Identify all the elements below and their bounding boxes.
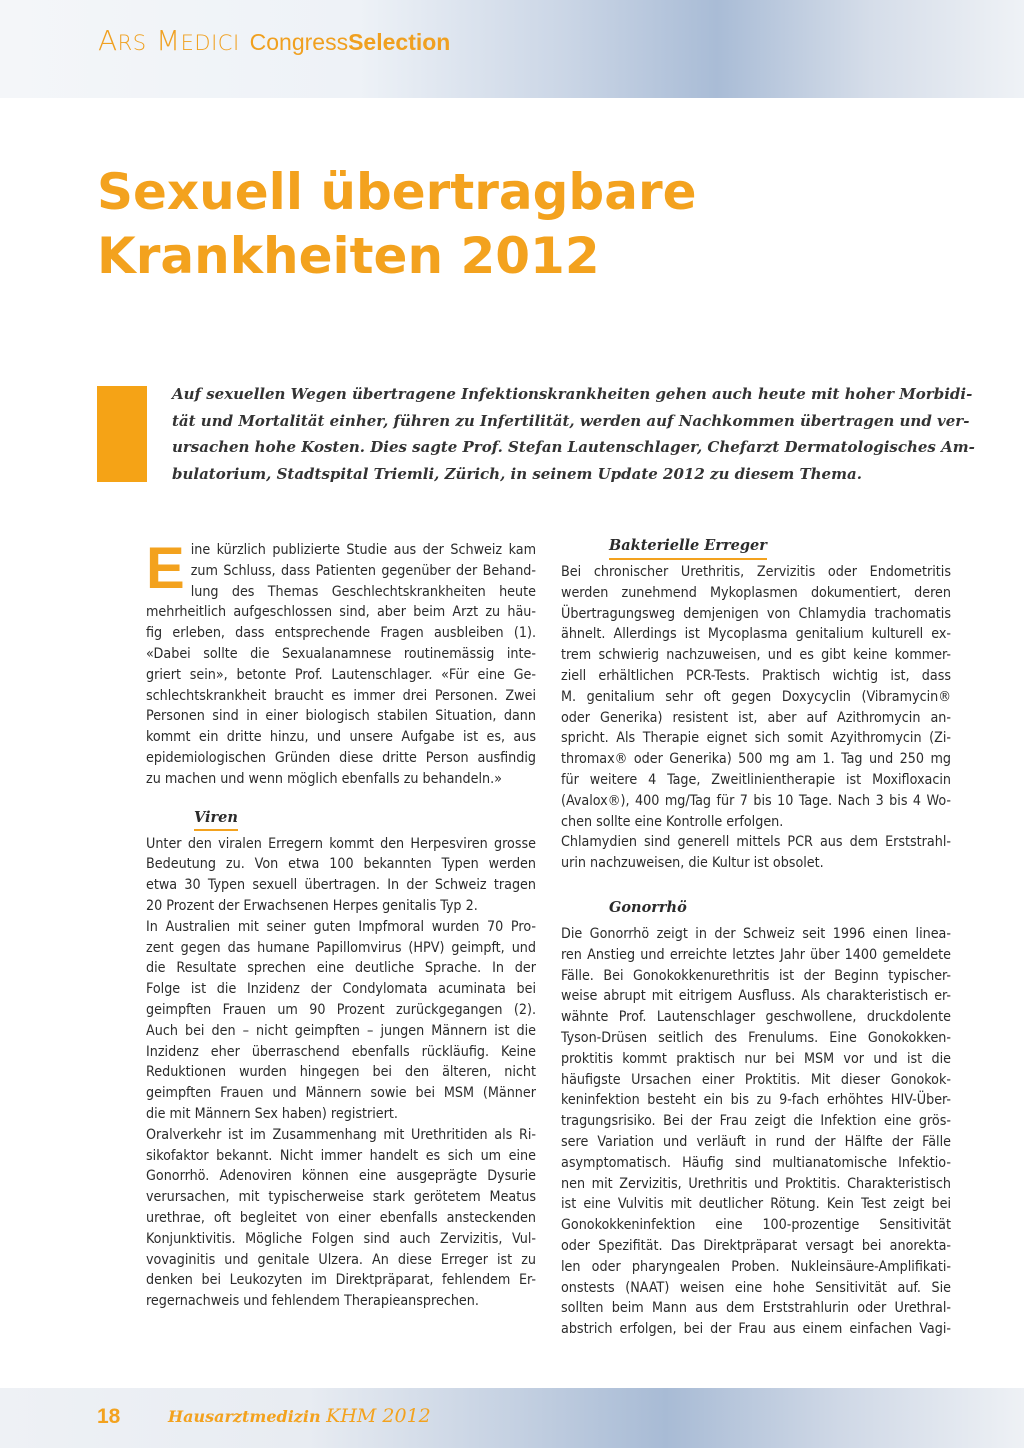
text-line: epidemiologischen Gründen diese dritte Person ausfindig	[146, 749, 536, 766]
text-line: Reduktionen wurden hingegen bei den älteren, nicht	[146, 1064, 536, 1081]
text-line: ist eine Vulvitis mit deutlicher Rötung. Kein Test zeigt bei	[561, 1196, 951, 1213]
journal-name	[168, 1405, 431, 1427]
intro-paragraph	[146, 536, 536, 790]
lead-accent-bar	[97, 386, 147, 482]
lead-paragraph	[172, 381, 975, 487]
text-line: Gonorrhö. Adenoviren können eine ausgeprägte Dysurie	[146, 1168, 536, 1185]
lead-line: tät und Mortalität einher, führen zu Infertilität, werden auf Nachkommen übertragen und ver-	[172, 411, 970, 430]
brand-letters-edici: EDICI	[180, 31, 240, 55]
text-line: In Australien mit seiner guten Impfmoral wurden 70 Pro-	[146, 918, 536, 935]
text-line: geimpften Frauen und Männern sowie bei MSM (Männer	[146, 1085, 536, 1102]
text-line: regernachweis und fehlendem Therapieansprechen.	[146, 1293, 479, 1310]
text-line: thromax® oder Generika) 500 mg am 1. Tag und 250 mg	[561, 751, 951, 768]
text-line: Fälle. Bei Gonokokkenurethritis ist der Beginn typischer-	[561, 967, 951, 984]
subheading-viren-wrap	[146, 808, 536, 830]
text-line: oder Spezifität. Das Direktpräparat versagt bei anorekta-	[561, 1237, 951, 1254]
text-line: verursachen, mit typischerweise stark gerötetem Meatus	[146, 1189, 536, 1206]
text-line: Inzidenz eher überraschend ebenfalls rückläufig. Keine	[146, 1043, 536, 1060]
subheading-viren: Viren	[194, 808, 238, 832]
text-line: fig erleben, dass entsprechende Fragen ausbleiben (1).	[146, 625, 536, 642]
viren-paragraph-2	[146, 917, 536, 1125]
brand-ars-medici	[98, 24, 240, 57]
text-line: geimpften Frauen um 90 Prozent zurückgegangen (2).	[146, 1001, 536, 1018]
text-line: urethrae, oft begleitet von einer ebenfalls ansteckenden	[146, 1209, 536, 1226]
bakterielle-paragraph-1	[561, 562, 951, 832]
text-line: urin nachzuweisen, die Kultur ist obsolet.	[561, 855, 824, 872]
text-line: die mit Männern Sex haben) registriert.	[146, 1105, 398, 1122]
left-column	[146, 536, 536, 1312]
title-line: Sexuell übertragbare	[97, 163, 697, 221]
text-line: Personen sind in einer biologisch stabilen Situation, dann	[146, 708, 536, 725]
text-line: ine kürzlich publizierte Studie aus der Schweiz kam	[190, 542, 536, 558]
text-line: wähnte Prof. Lautenschlager geschwollene, druckdolente	[561, 1009, 951, 1026]
text-line: sollten beim Mann aus dem Erststrahlurin oder Urethral-	[561, 1300, 951, 1317]
viren-paragraph-1	[146, 834, 536, 917]
subheading-gonorrhoe-wrap	[561, 898, 951, 920]
text-line: ren Anstieg und erreichte letztes Jahr über 1400 gemeldete	[561, 946, 951, 963]
text-line: für weitere 4 Tage, Zweitlinientherapie ist Moxifloxacin	[561, 771, 951, 788]
brand-letter-a: A	[98, 24, 118, 57]
text-line: chen sollte eine Kontrolle erfolgen.	[561, 813, 784, 830]
text-line: trem schwierig nachzuweisen, und es gibt keine kommer-	[561, 647, 951, 664]
text-line: M. genitalium sehr oft gegen Doxycyclin (Vibramycin®	[561, 688, 951, 705]
text-line: Folge ist die Inzidenz der Condylomata acuminata bei	[146, 981, 536, 998]
drop-cap: E	[146, 536, 185, 601]
text-line: mehrheitlich aufgeschlossen sind, aber beim Arzt zu häu-	[146, 604, 536, 621]
text-line: weise abrupt mit eitrigem Ausfluss. Als charakteristisch er-	[561, 988, 951, 1005]
brand-letters-rs: RS	[117, 31, 147, 55]
text-line: onstests (NAAT) weisen eine hohe Sensitivität auf. Sie	[561, 1279, 951, 1296]
text-line: len oder pharyngealen Proben. Nukleinsäure-Amplifikati-	[561, 1258, 951, 1275]
brand-congress: Congress	[249, 29, 349, 55]
footer-band	[0, 1388, 1024, 1448]
text-line: proktitis kommt praktisch nur bei MSM vor und ist die	[561, 1050, 951, 1067]
lead-line: Auf sexuellen Wegen übertragene Infektionskrankheiten gehen auch heute mit hoher Morbidi-	[172, 385, 973, 403]
journal-issue: KHM 2012	[326, 1405, 431, 1427]
text-line: die Resultate sprechen eine deutliche Sprache. In der	[146, 960, 536, 977]
text-line: Bei chronischer Urethritis, Zervizitis oder Endometritis	[561, 564, 951, 580]
text-line: lung des Themas Geschlechtskrankheiten heute	[190, 583, 536, 600]
text-line: sikofaktor bekannt. Nicht immer handelt es sich um eine	[146, 1147, 536, 1164]
text-line: ziell erhältlichen PCR-Tests. Praktisch wichtig ist, dass	[561, 667, 951, 684]
journal-title: Hausarztmedizin	[168, 1407, 321, 1426]
viren-paragraph-3	[146, 1125, 536, 1312]
text-line: häufigste Ursachen einer Proktitis. Mit dieser Gonokok-	[561, 1071, 951, 1088]
text-line: Oralverkehr ist im Zusammenhang mit Urethritiden als Ri-	[146, 1126, 536, 1143]
text-line: zent gegen das humane Papillomvirus (HPV) geimpft, und	[146, 939, 536, 956]
subheading-bakterielle-erreger: Bakterielle Erreger	[609, 536, 767, 560]
text-line: spricht. Als Therapie eignet sich somit Azyithromycin (Zi-	[561, 730, 951, 747]
bakterielle-paragraph-2	[561, 832, 951, 874]
text-line: kommt ein dritte hinzu, und unsere Aufgabe ist es, aus	[146, 729, 536, 746]
masthead-logo	[98, 24, 450, 64]
subheading-bakterielle-wrap	[561, 536, 951, 558]
text-line: Die Gonorrhö zeigt in der Schweiz seit 1996 einen linea-	[561, 925, 951, 942]
text-line: ähnelt. Allerdings ist Mycoplasma genitalium kulturell ex-	[561, 626, 951, 643]
title-line: Krankheiten 2012	[97, 227, 600, 285]
text-line: 20 Prozent der Erwachsenen Herpes genitalis Typ 2.	[146, 897, 478, 914]
text-line: «Dabei sollte die Sexualanamnese routinemässig inte-	[146, 645, 536, 662]
text-line: denken bei Leukozyten im Direktpräparat, fehlendem Er-	[146, 1272, 536, 1289]
page-number: 18	[97, 1405, 121, 1428]
text-line: sere Variation und verläuft in rund der Hälfte der Fälle	[561, 1133, 951, 1150]
text-line: zum Schluss, dass Patienten gegenüber der Behand-	[190, 562, 536, 579]
right-column	[561, 537, 951, 1340]
text-line: oder Generika) resistent ist, aber auf Azithromycin an-	[561, 709, 951, 726]
subheading-gonorrhoe: Gonorrhö	[609, 898, 687, 916]
brand-letter-m: M	[155, 24, 181, 57]
text-line: etwa 30 Typen sexuell übertragen. In der Schweiz tragen	[146, 877, 536, 894]
text-line: asymptomatisch. Häufig sind multianatomische Infektio-	[561, 1154, 951, 1171]
brand-selection: Selection	[348, 29, 451, 55]
text-line: (Avalox®), 400 mg/Tag für 7 bis 10 Tage. Nach 3 bis 4 Wo-	[561, 792, 951, 809]
text-line: schlechtskrankheit braucht es immer drei Personen. Zwei	[146, 687, 536, 704]
text-line: nen mit Zervizitis, Urethritis und Proktitis. Charakteristisch	[561, 1175, 951, 1192]
text-line: Bedeutung zu. Von etwa 100 bekannten Typen werden	[146, 856, 536, 873]
text-line: Übertragungsweg demjenigen von Chlamydia trachomatis	[561, 605, 951, 622]
lead-line: ursachen hohe Kosten. Dies sagte Prof. Stefan Lautenschlager, Chefarzt Dermatologisches Am-	[172, 438, 975, 456]
text-line: tragungsrisiko. Bei der Frau zeigt die Infektion eine grös-	[561, 1113, 951, 1130]
text-line: zu machen und wenn möglich ebenfalls zu behandeln.»	[146, 770, 502, 787]
text-line: Konjunktivitis. Mögliche Folgen sind auch Zervizitis, Vul-	[146, 1230, 536, 1247]
text-line: Unter den viralen Erregern kommt den Herpesviren grosse	[146, 835, 536, 852]
text-line: Auch bei den – nicht geimpften – jungen Männern ist die	[146, 1022, 536, 1039]
text-line: Chlamydien sind generell mittels PCR aus dem Erststrahl-	[561, 834, 951, 851]
text-line: griert sein», betonte Prof. Lautenschlager. «Für eine Ge-	[146, 666, 536, 683]
text-line: werden zunehmend Mykoplasmen dokumentiert, deren	[561, 584, 951, 601]
text-line: vovaginitis und genitale Ulzera. An diese Erreger ist zu	[146, 1251, 536, 1268]
text-line: Tyson-Drüsen seitlich des Frenulums. Eine Gonokokken-	[561, 1029, 951, 1046]
lead-line: bulatorium, Stadtspital Triemli, Zürich, in seinem Update 2012 zu diesem Thema.	[172, 464, 862, 483]
article-title	[97, 160, 917, 288]
gonorrhoe-paragraph	[561, 924, 951, 1340]
text-line: keninfektion besteht ein bis zu 9-fach erhöhtes HIV-Über-	[561, 1092, 951, 1109]
text-line: abstrich erfolgen, bei der Frau aus einem einfachen Vagi-	[561, 1321, 951, 1338]
text-line: Gonokokkeninfektion eine 100-prozentige Sensitivität	[561, 1217, 951, 1234]
